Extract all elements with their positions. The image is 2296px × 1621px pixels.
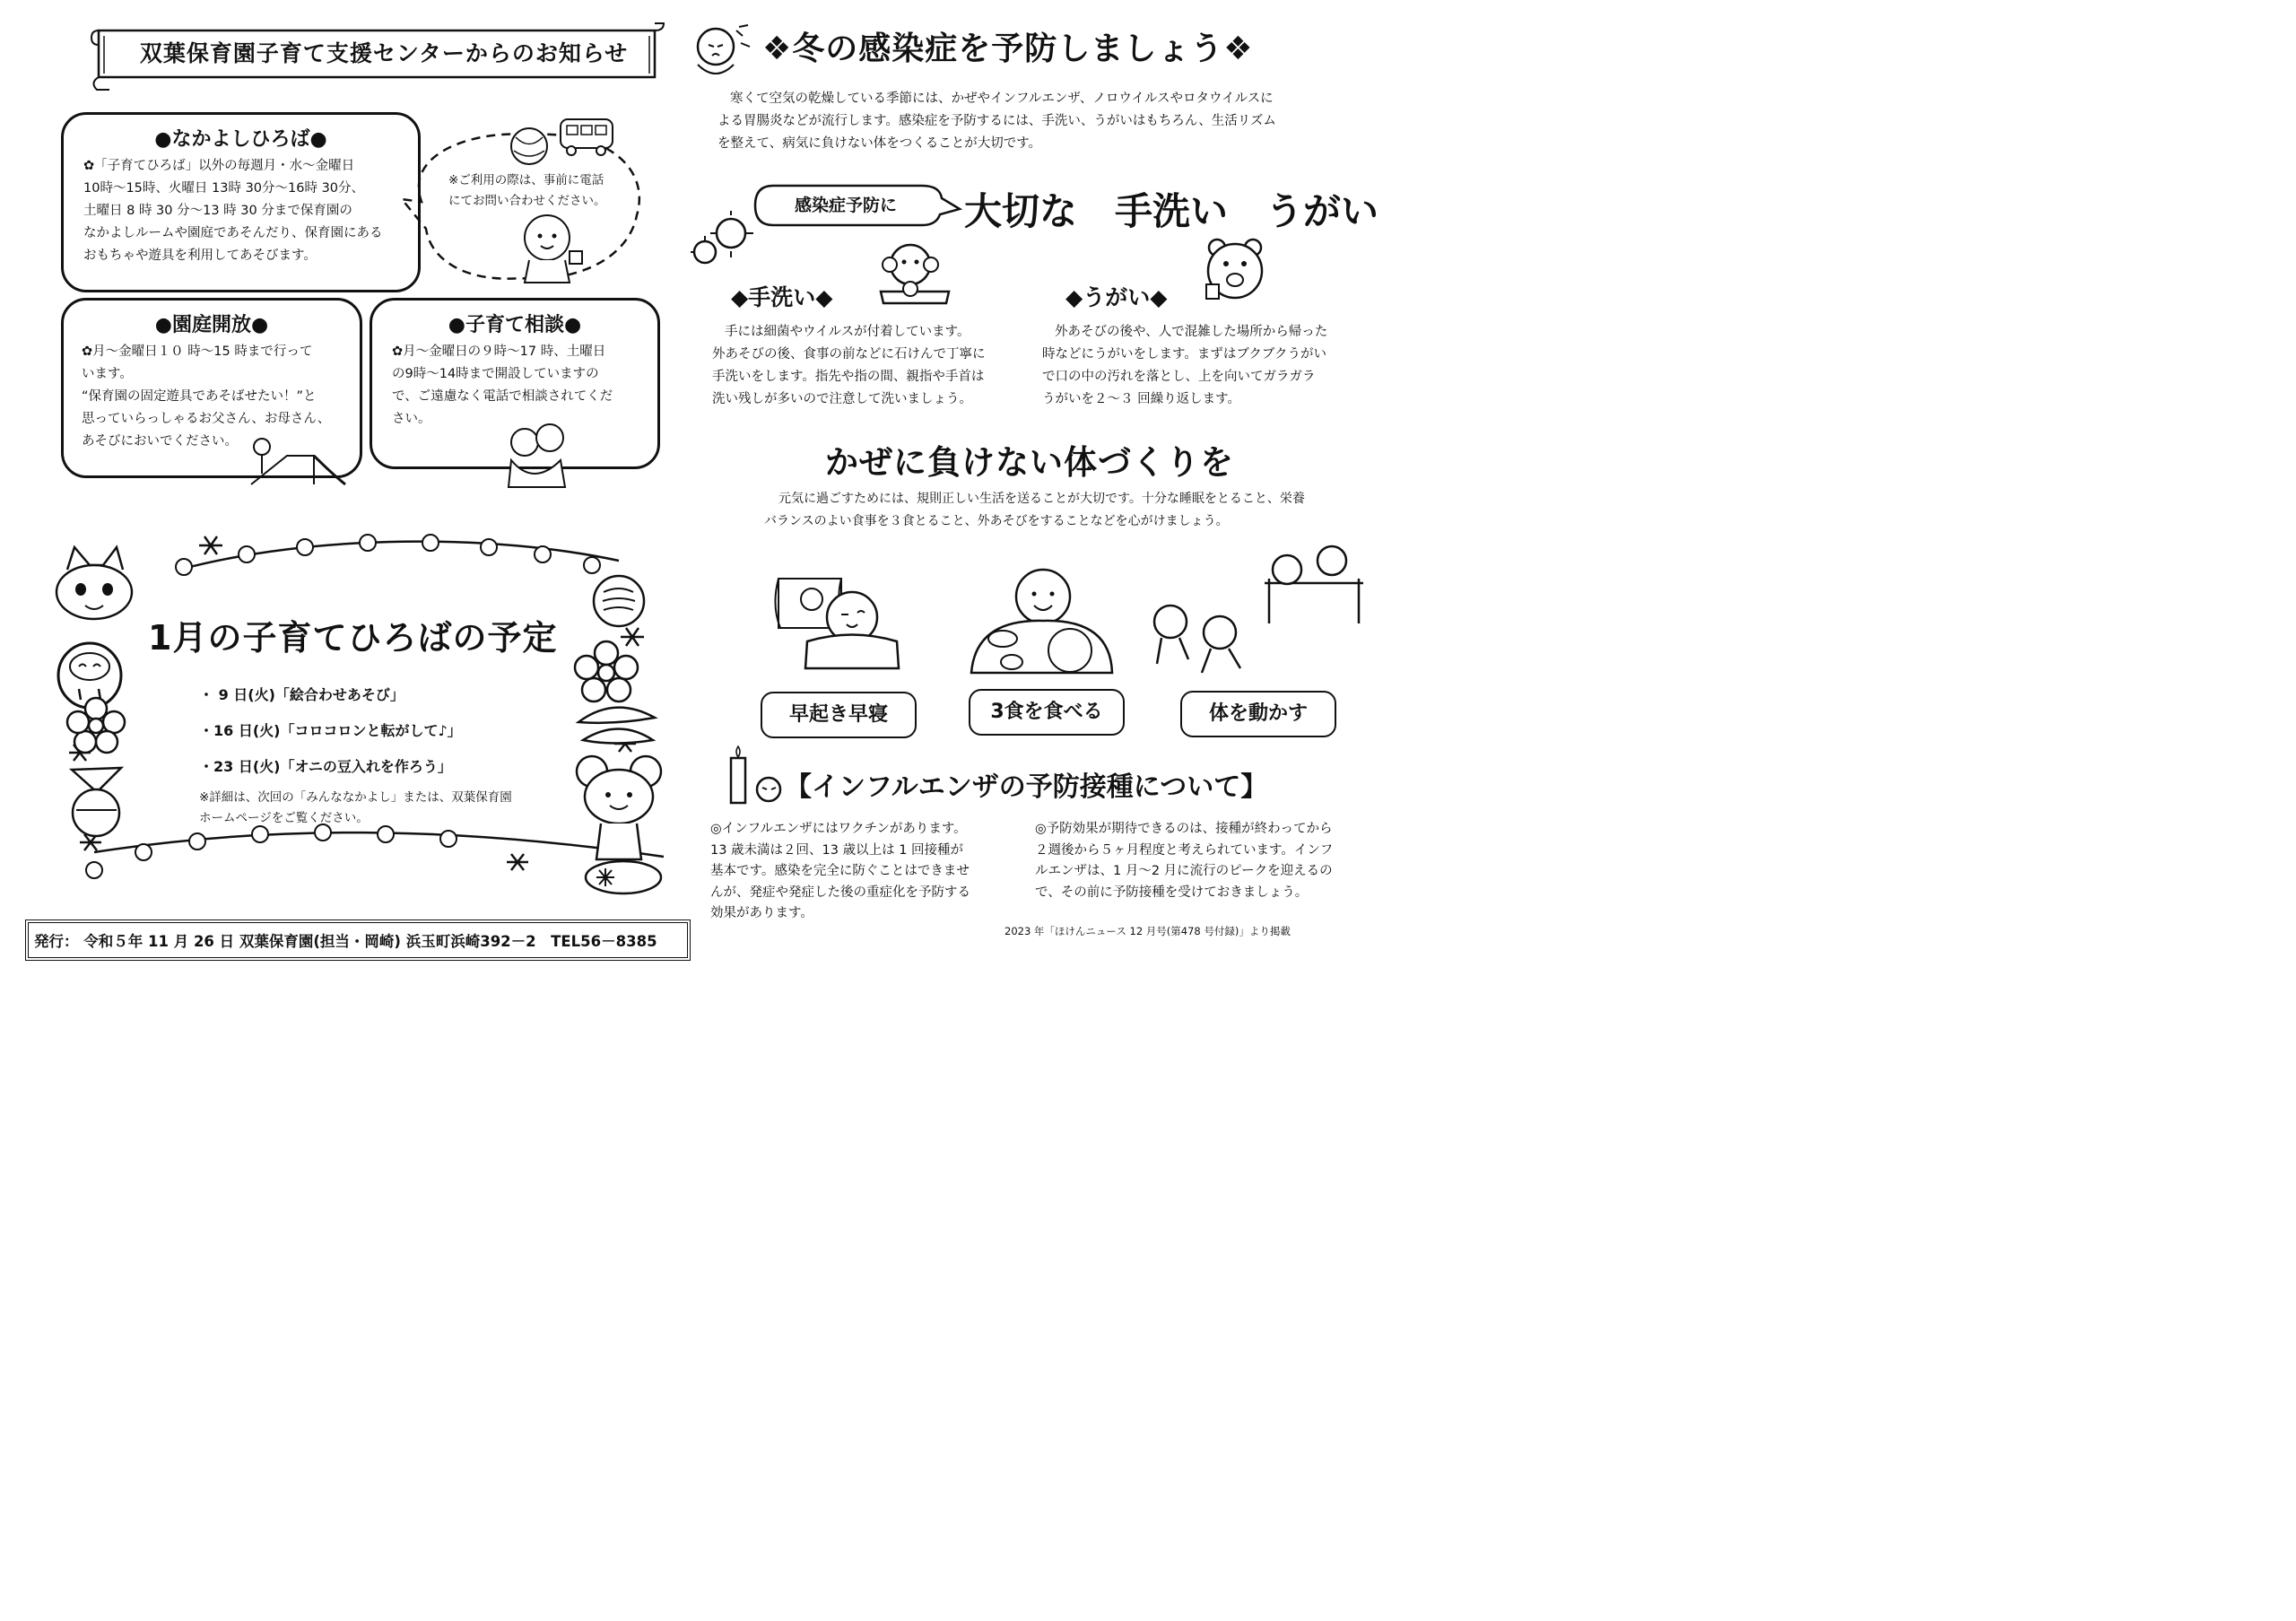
- soudan-title: ●子育て相談●: [448, 314, 582, 336]
- eating-child-icon: [967, 565, 1115, 677]
- schedule-item-1: ・ 9 日(火)「絵合わせあそび」: [199, 686, 404, 703]
- publisher-footer: 発行： 令和５年 11 月 26 日 双葉保育園(担当・岡崎) 浜玉町浜崎392－2 TEL56－8385: [34, 933, 657, 950]
- sick-child-icon: [687, 20, 754, 83]
- comb-icon: [590, 572, 648, 631]
- banner-title: 双葉保育園子育て支援センターからのお知らせ: [139, 40, 629, 66]
- body-building-text: 元気に過ごすためには、規則正しい生活を送ることが大切です。十分な睡眠をとること、栄養 バランスのよい食事を３食とること、外あそびをすることなどを心がけましょう。: [764, 492, 1305, 528]
- schedule-title: 1月の子育てひろばの予定: [148, 618, 558, 658]
- germ-icon: [691, 211, 762, 269]
- label-three-meals: 3食を食べる: [969, 689, 1125, 736]
- schedule-item-2: ・16 日(火)「コロコロンと転がして♪」: [199, 722, 462, 739]
- candle-syringe-icon: [713, 745, 789, 812]
- source-credit: 2023 年「ほけんニュース 12 月号(第478 号付録)」より掲載: [1004, 925, 1291, 937]
- parent-child-hug-icon: [498, 420, 578, 492]
- plum-flower-icon: [65, 695, 127, 754]
- body-building-title: かぜに負けない体づくりを: [825, 443, 1234, 482]
- soudan-text: ✿月～金曜日の９時～17 時、土曜日 の9時～14時まで開設していますの で、ご遠慮なく電話で相談されてくだ さい。: [392, 344, 613, 426]
- schedule-note: ※詳細は、次回の「みんななかよし」または、双葉保育園 ホームページをご覧ください。: [199, 790, 512, 825]
- nakayoshi-text: ✿「子育てひろば」以外の毎週月・水～金曜日 10時～15時、火曜日 13時 30分～16時 30分、 土曜日 8 時 30 分～13 時 30 分まで保育園の なかよしルームや園庭であそんだり、保育園にある おもちゃや遊具を利用してあそびます。: [83, 159, 383, 263]
- influenza-title: 【インフルエンザの予防接種について】: [785, 771, 1268, 803]
- bell-icon: [54, 761, 139, 837]
- handwash-text: 手には細菌やウイルスが付着しています。 外あそびの後、食事の前などに石けんで丁寧に 手洗いをします。指先や指の間、親指や手首は 洗い残しが多いので注意して洗いましょう。: [712, 325, 986, 406]
- label-early-to-bed: 早起き早寝: [761, 692, 917, 738]
- teien-title: ●園庭開放●: [154, 314, 269, 336]
- mouse-icon: [574, 752, 664, 895]
- schedule-list: [199, 677, 462, 785]
- winter-infection-title: ❖冬の感染症を予防しましょう❖: [762, 31, 1254, 67]
- ball-icon: [507, 124, 552, 169]
- sleeping-child-icon: [771, 574, 906, 673]
- influenza-right-text: ◎予防効果が期待できるのは、接種が終わってから ２週後から５ヶ月程度と考えられています。インフ ルエンザは、1 月～2 月に流行のピークを迎えるの で、その前に予防接種を受けておきましょう。: [1035, 822, 1334, 900]
- slide-playground-icon: [242, 429, 350, 493]
- fox-face-icon: [49, 543, 139, 628]
- callout-text: 感染症予防に: [794, 196, 897, 215]
- gargle-text: 外あそびの後や、人で混雑した場所から帰った 時などにうがいをします。まずはブクブクうがい で口の中の汚れを落とし、上を向いてガラガラ うがいを２～３ 回繰り返します。: [1042, 325, 1328, 406]
- influenza-left-text: ◎インフルエンザにはワクチンがあります。 13 歳未満は２回、13 歳以上は 1 回接種が 基本です。感染を完全に防ぐことはできませ んが、発症や発症した後の重症化を予防する 効果があります。: [710, 822, 970, 920]
- bear-gargle-icon: [1197, 235, 1278, 307]
- bamboo-leaves-icon: [574, 691, 659, 758]
- label-move-body: 体を動かす: [1180, 691, 1336, 737]
- bubble-note: ※ご利用の際は、事前に電話 にてお問い合わせください。: [448, 173, 606, 208]
- winter-intro: 寒くて空気の乾燥している季節には、かぜやインフルエンザ、ノロウイルスやロタウイルスに よる胃腸炎などが流行します。感染症を予防するには、手洗い、うがいはもちろん、生活リズム を整えて、病気に負けない体をつくることが大切です。: [718, 92, 1276, 151]
- nakayoshi-title: ●なかよしひろば●: [154, 128, 327, 151]
- playing-children-icon: [1144, 543, 1377, 677]
- baby-icon: [507, 206, 587, 287]
- monkey-handwash-icon: [870, 242, 960, 307]
- teien-text: ✿月～金曜日１０ 時～15 時まで行って います。 “保育園の固定遊具であそばせたい！”と 思っていらっしゃるお父さん、お母さん、 あそびにおいでください。: [82, 344, 331, 449]
- gargle-title: ◆うがい◆: [1065, 284, 1168, 310]
- bus-icon: [556, 115, 619, 160]
- headline-handwash-gargle: 大切な 手洗い うがい: [964, 189, 1379, 233]
- handwash-title: ◆手洗い◆: [731, 284, 833, 310]
- nakayoshi-box: [61, 112, 421, 292]
- schedule-item-3: ・23 日(火)「オニの豆入れを作ろう」: [199, 758, 452, 775]
